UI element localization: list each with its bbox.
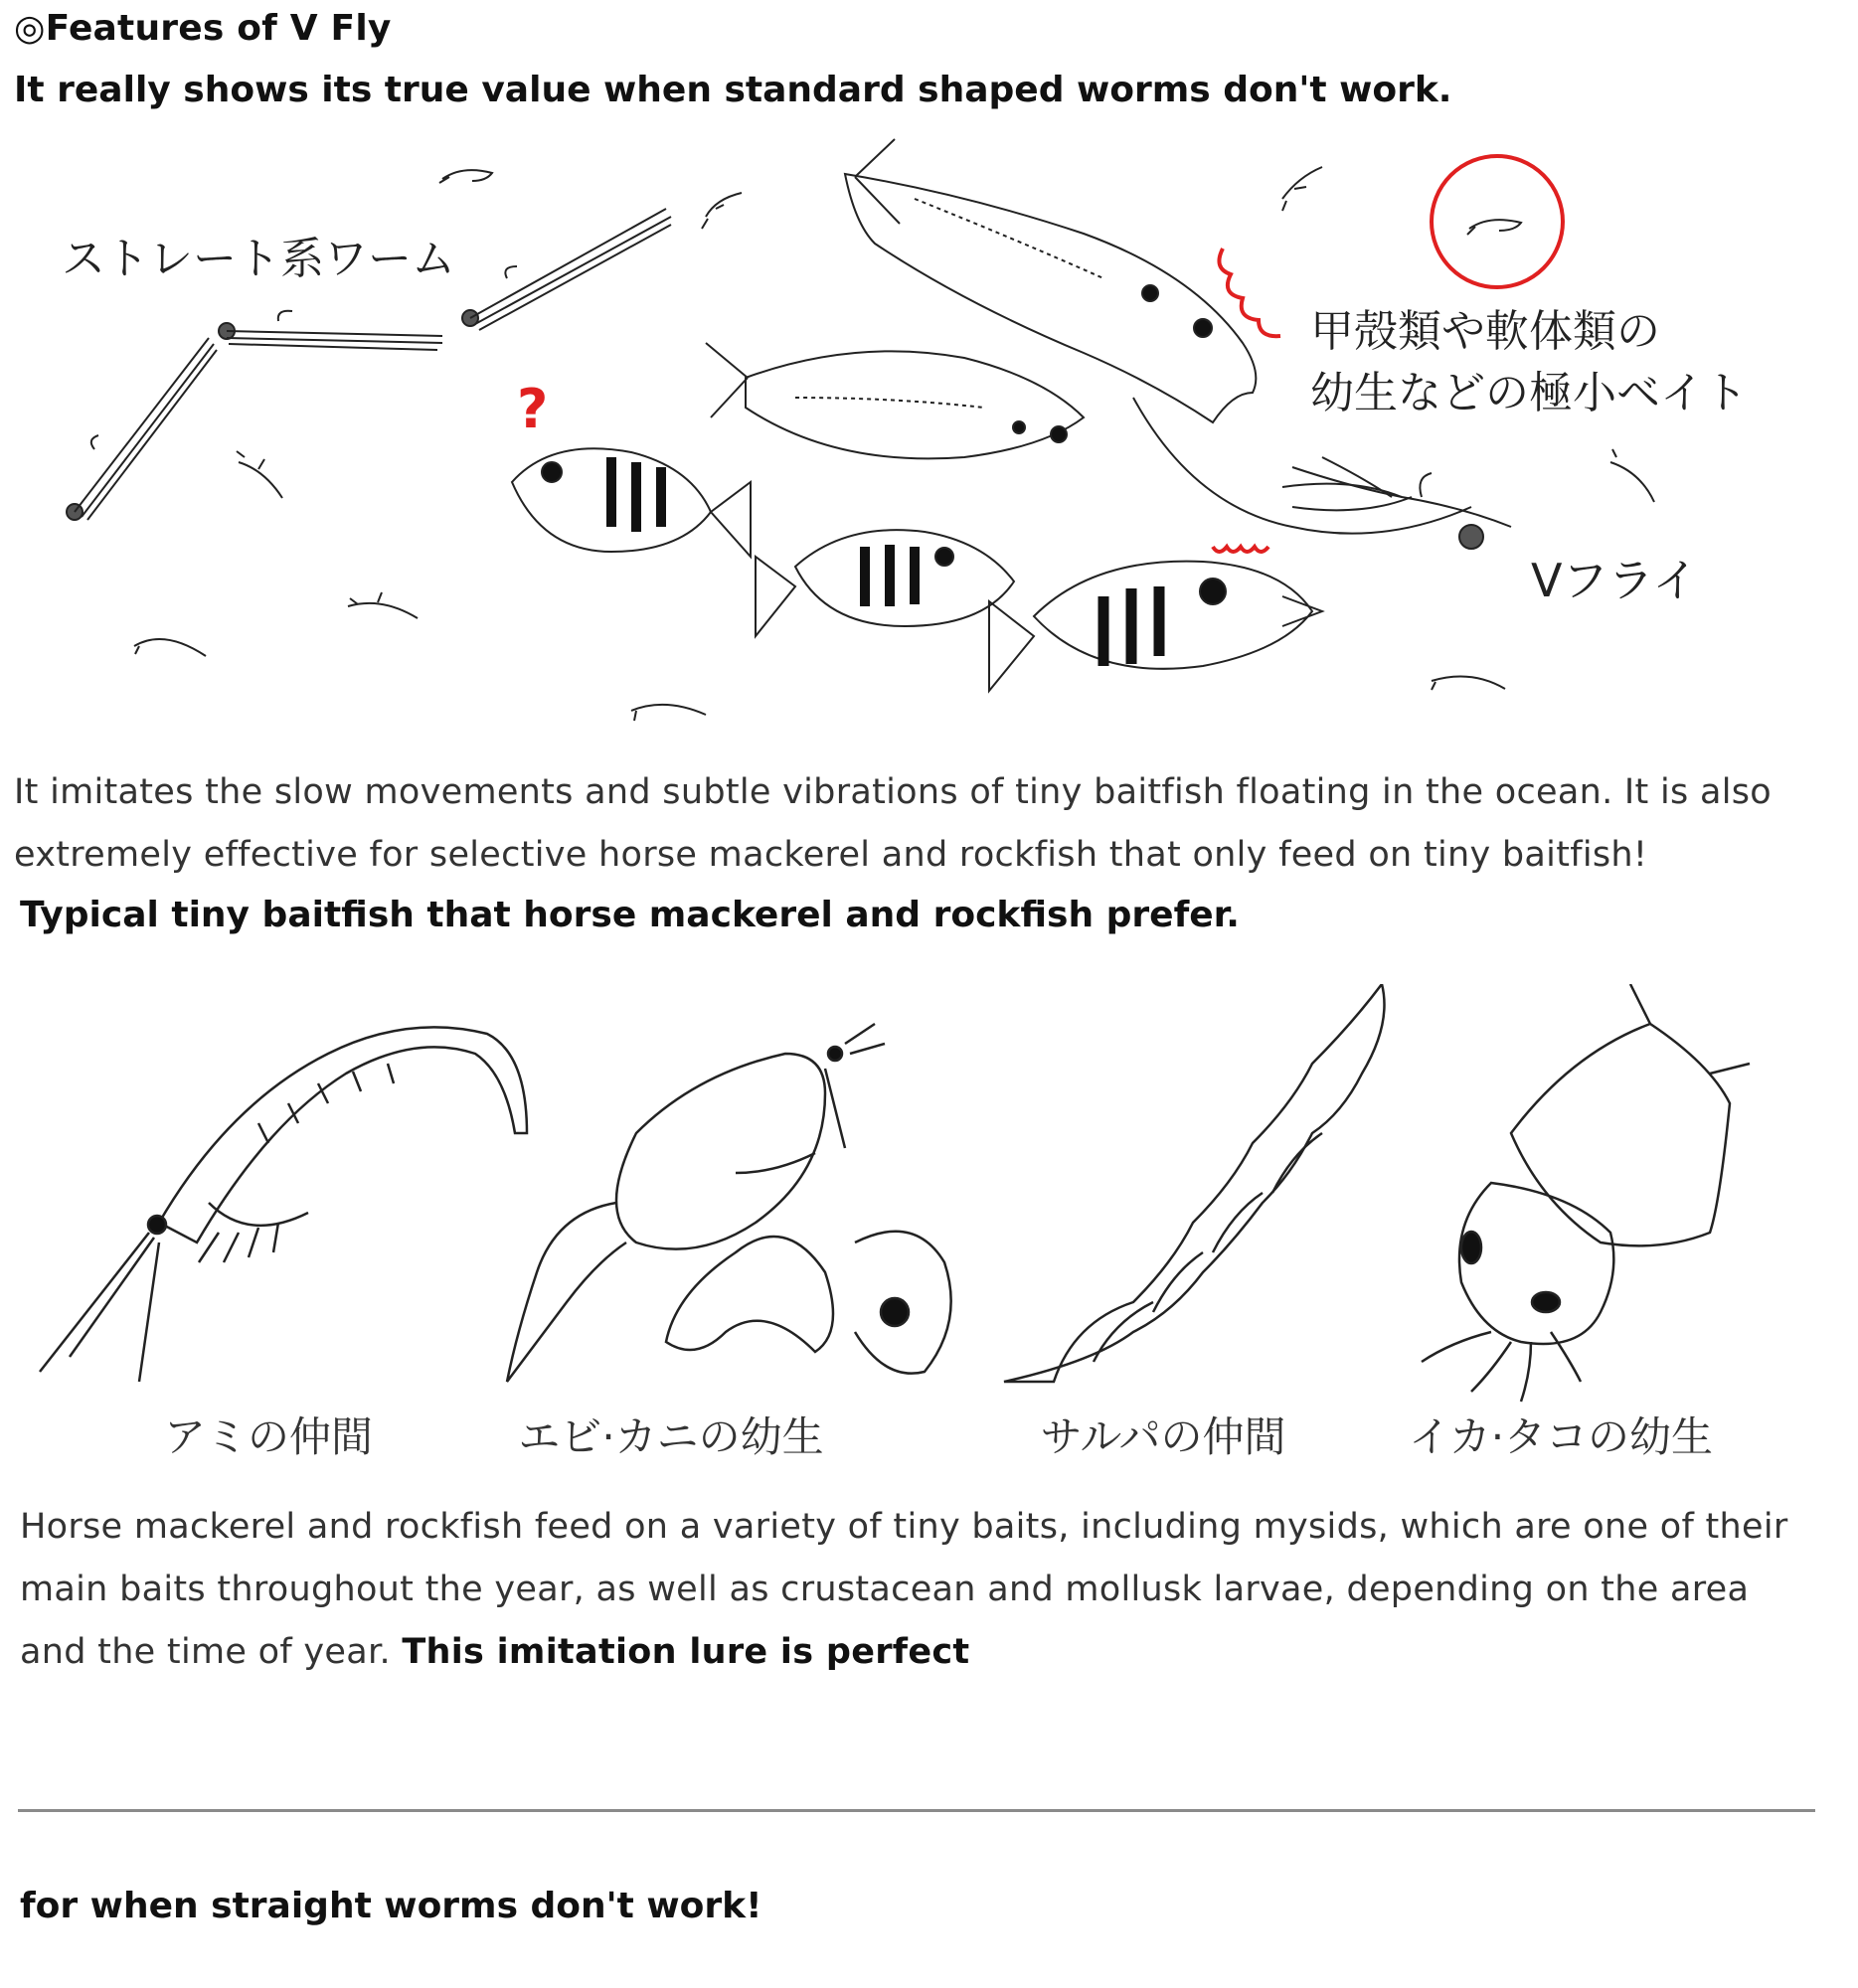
straight-worm-icon — [67, 338, 217, 520]
straight-worm-icon — [219, 311, 442, 350]
caption-mysid: アミの仲間 — [163, 1412, 374, 1461]
squid-larva-icon — [1422, 984, 1750, 1402]
shrimp-icon — [1467, 220, 1521, 235]
shrimp-icon — [1610, 449, 1654, 502]
shrimp-icon — [237, 451, 282, 498]
straight-worm-icon — [462, 209, 671, 330]
shrimp-icon — [1282, 167, 1322, 211]
larva-icon — [507, 1024, 951, 1382]
highlight-circle — [1432, 156, 1563, 287]
reaction-mark-icon — [1219, 248, 1280, 336]
shrimp-icon — [1432, 677, 1505, 691]
v-fly-comparison-illustration — [0, 129, 1858, 755]
paragraph-intro: It imitates the slow movements and subtle vibrations of tiny baitfish floating in the ocean. It is also extremely effective for selective horse mackerel and rockfish that only feed on tiny baitfish! — [14, 772, 1772, 875]
rockfish-icon — [512, 448, 751, 557]
shrimp-icon — [631, 705, 706, 721]
v-fly-lure-icon — [1133, 398, 1511, 549]
shrimp-icon — [134, 639, 206, 656]
page-subtitle: It really shows its true value when standard shaped worms don't work. — [14, 70, 1452, 110]
mysid-icon — [40, 1027, 527, 1382]
straight-worm-label: ストレート系ワーム — [62, 234, 455, 284]
horse-mackerel-icon — [845, 139, 1256, 422]
salp-icon — [1004, 984, 1385, 1382]
horse-mackerel-icon — [706, 343, 1084, 458]
caption-crustacean-larvae: エビ·カニの幼生 — [518, 1412, 824, 1461]
caption-salp: サルパの仲間 — [1040, 1412, 1286, 1461]
footer-text: for when straight worms don't work! — [20, 1886, 762, 1926]
divider — [18, 1809, 1815, 1812]
page-title: ◎Features of V Fly — [14, 8, 392, 49]
tiny-bait-label-line2: 幼生などの極小ベイト — [1310, 368, 1748, 418]
paragraph-baits-text: Horse mackerel and rockfish feed on a variety of tiny baits, including mysids, which are one of their main baits throughout the year, as well as crustacean and mollusk larvae, depending on the area and the time of year. — [20, 1507, 1788, 1672]
tiny-bait-label-line1: 甲殻類や軟体類の — [1310, 306, 1660, 357]
caption-squid-octopus-larvae: イカ·タコの幼生 — [1408, 1412, 1714, 1461]
paragraph-baits-bold: This imitation lure is perfect — [402, 1632, 970, 1672]
rockfish-icon — [756, 530, 1014, 636]
rockfish-icon — [989, 562, 1322, 691]
reaction-mark-icon — [1213, 547, 1268, 552]
v-fly-label: Vフライ — [1531, 554, 1699, 607]
paragraph-baits — [20, 1496, 1809, 1684]
shrimp-icon — [348, 592, 418, 618]
shrimp-icon — [702, 193, 742, 229]
section-title: Typical tiny baitfish that horse mackerel and rockfish prefer. — [20, 895, 1240, 935]
tiny-bait-illustration — [0, 984, 1858, 1481]
question-mark: ? — [517, 378, 549, 440]
shrimp-icon — [439, 170, 492, 183]
